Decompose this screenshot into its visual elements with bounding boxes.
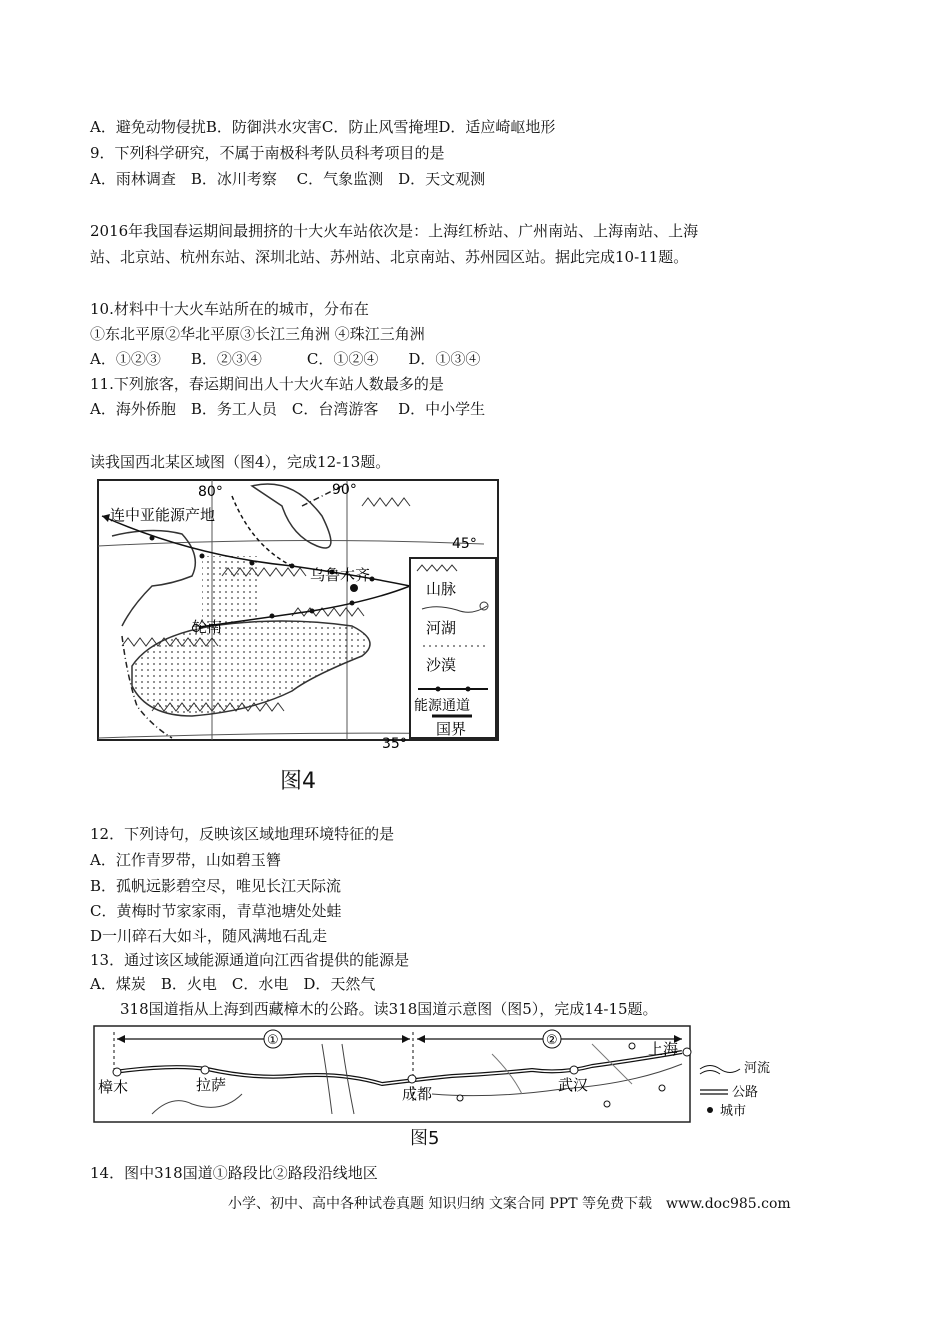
lat-45-label: 45° [452, 536, 477, 552]
map4-intro: 读我国西北某区域图（图4），完成12-13题。 [90, 453, 391, 471]
figure-4-map [92, 476, 504, 766]
q8-options: A．避免动物侵扰B．防御洪水灾害C．防止风雪掩埋D．适应崎岖地形 [90, 118, 556, 136]
q9-stem: 9．下列科学研究，不属于南极科考队员科考项目的是 [90, 144, 445, 162]
label-urumqi: 乌鲁木齐 [310, 566, 371, 584]
legend-river: 河流 [744, 1061, 771, 1076]
segment-2-label: ② [546, 1033, 558, 1048]
q12-option-d: D一川碎石大如斗，随风满地石乱走 [90, 927, 328, 945]
lon-80-label: 80° [198, 484, 223, 500]
q12-option-b: B．孤帆远影碧空尽，唯见长江天际流 [90, 877, 342, 895]
q12-option-c: C．黄梅时节家家雨，青草池塘处处蛙 [90, 902, 342, 920]
figure-5-map [92, 1024, 782, 1124]
legend-energy-corridor: 能源通道 [414, 698, 470, 714]
city-chengdu: 成都 [402, 1085, 433, 1103]
q10-choices: ①东北平原②华北平原③长江三角洲 ④珠江三角洲 [90, 325, 425, 343]
material-10-11-line1: 2016年我国春运期间最拥挤的十大火车站依次是：上海红桥站、广州南站、上海南站、上海 [90, 222, 699, 240]
legend-city: 城市 [720, 1104, 747, 1119]
q10-stem: 10.材料中十大火车站所在的城市，分布在 [90, 300, 369, 318]
figure-4-caption: 图4 [280, 769, 316, 794]
lat-35-label: 35° [382, 736, 407, 752]
q9-options: A．雨林调查 B．冰川考察 C．气象监测 D．天文观测 [90, 170, 486, 188]
city-lhasa: 拉萨 [196, 1076, 227, 1094]
q11-stem: 11.下列旅客，春运期间出人十大火车站人数最多的是 [90, 375, 444, 393]
q14-stem: 14．图中318国道①路段比②路段沿线地区 [90, 1164, 378, 1182]
city-wuhan: 武汉 [558, 1076, 589, 1094]
page-footer: 小学、初中、高中各种试卷真题 知识归纳 文案合同 PPT 等免费下载 www.doc985.com [228, 1196, 791, 1212]
q10-options: A．①②③ B．②③④ C．①②④ D．①③④ [90, 350, 481, 368]
q12-option-a: A．江作青罗带，山如碧玉簪 [90, 851, 281, 869]
legend-river-lake: 河湖 [426, 619, 457, 637]
city-shanghai: 上海 [648, 1040, 679, 1058]
legend-road: 公路 [732, 1085, 759, 1100]
segment-1-label: ① [267, 1033, 279, 1048]
q12-stem: 12．下列诗句，反映该区域地理环境特征的是 [90, 825, 395, 843]
legend-mountain: 山脉 [426, 580, 457, 598]
label-central-asia-source: 连中亚能源产地 [110, 506, 216, 524]
legend-desert: 沙漠 [426, 656, 457, 674]
city-zhangmu: 樟木 [98, 1078, 129, 1096]
material-10-11-line2: 站、北京站、杭州东站、深圳北站、苏州站、北京南站、苏州园区站。据此完成10-11题。 [90, 248, 689, 266]
label-lunnan: 轮南 [192, 618, 223, 636]
q13-options: A．煤炭 B．火电 C．水电 D．天然气 [90, 975, 376, 993]
map5-intro: 318国道指从上海到西藏樟木的公路。读318国道示意图（图5），完成14-15题。 [90, 1000, 658, 1018]
q11-options: A．海外侨胞 B．务工人员 C．台湾游客 D．中小学生 [90, 400, 486, 418]
lon-90-label: 90° [332, 482, 357, 498]
figure-5-caption: 图5 [410, 1128, 440, 1149]
q13-stem: 13．通过该区域能源通道向江西省提供的能源是 [90, 951, 410, 969]
legend-border: 国界 [436, 720, 467, 738]
